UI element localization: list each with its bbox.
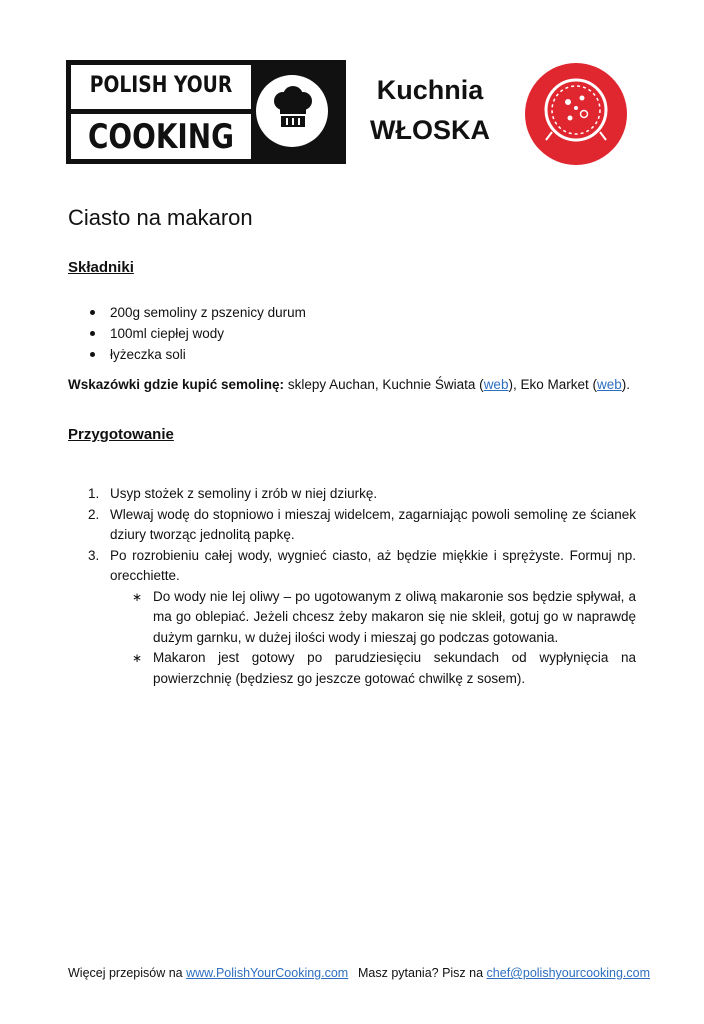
footer-right-text: Masz pytania? Pisz na xyxy=(358,966,487,980)
pizza-icon xyxy=(524,62,628,166)
footer-contact xyxy=(358,966,650,980)
email-link[interactable]: chef@polishyourcooking.com xyxy=(486,966,651,980)
logo-divider xyxy=(71,109,251,114)
cuisine-title xyxy=(360,70,500,150)
cuisine-title-line2: WŁOSKA xyxy=(370,115,490,145)
steps-list xyxy=(68,484,636,689)
logo-text-line2: COOKING xyxy=(87,117,235,157)
list-item: 200g semoliny z pszenicy durum xyxy=(68,302,306,323)
footer-left-text: Więcej przepisów na xyxy=(68,966,187,980)
ingredients-list xyxy=(68,302,306,365)
step-text: Usyp stożek z semoliny i zrób w niej dziurkę. xyxy=(110,486,378,501)
tips-text: ). xyxy=(621,377,630,392)
step-number: 1. xyxy=(88,486,100,501)
step-notes xyxy=(110,587,636,690)
step-item xyxy=(68,484,636,505)
brand-logo xyxy=(66,60,346,164)
tips-label: Wskazówki gdzie kupić semolinę: xyxy=(68,377,285,392)
logo-text-panel xyxy=(71,65,251,159)
step-number: 3. xyxy=(88,547,100,563)
eko-market-web-link[interactable]: web xyxy=(596,377,622,392)
note-item xyxy=(110,648,636,689)
cuisine-title-line1: Kuchnia xyxy=(376,75,484,105)
step-item xyxy=(68,546,636,690)
step-item xyxy=(68,505,636,546)
asterisk-bullet-icon: ∗ xyxy=(132,651,143,665)
note-item xyxy=(110,587,636,649)
asterisk-bullet-icon: ∗ xyxy=(132,589,143,604)
preparation-heading: Przygotowanie xyxy=(68,426,174,443)
note-text: Makaron jest gotowy po parudziesięciu sekundach od wypłynięcia na powierzchnię (będziesz go jeszcze gotować chwilkę z sosem). xyxy=(153,650,636,686)
tips-text: sklepy Auchan, Kuchnie Świata ( xyxy=(284,377,484,392)
list-item: 100ml ciepłej wody xyxy=(68,323,306,344)
chef-hat-icon xyxy=(256,75,328,147)
ingredients-heading: Składniki xyxy=(68,259,134,276)
recipe-title: Ciasto na makaron xyxy=(68,205,253,230)
step-number: 2. xyxy=(88,506,100,522)
purchase-tips xyxy=(68,374,630,395)
website-link[interactable]: www.PolishYourCooking.com xyxy=(186,966,349,980)
logo-text-line1: POLISH YOUR xyxy=(89,73,233,98)
auchan-web-link[interactable]: web xyxy=(483,377,509,392)
list-item: łyżeczka soli xyxy=(68,344,306,365)
step-text: Wlewaj wodę do stopniowo i mieszaj widelcem, zagarniając powoli semolinę ze ścianek dziury tworząc jednolitą papkę. xyxy=(110,506,636,542)
page-footer xyxy=(68,966,668,980)
tips-text: ), Eko Market ( xyxy=(508,377,597,392)
note-text: Do wody nie lej oliwy – po ugotowanym z oliwą makaronie sos będzie spływał, a ma go oblepiać. Jeżeli chcesz żeby makaron się nie skleił, gotuj go w naprawdę dużym garnku, w dużej ilości wody i mieszaj go podczas gotowania. xyxy=(153,588,636,645)
step-text: Po rozrobieniu całej wody, wygnieć ciasto, aż będzie miękkie i sprężyste. Formuj np. orecchiette. xyxy=(110,547,636,583)
